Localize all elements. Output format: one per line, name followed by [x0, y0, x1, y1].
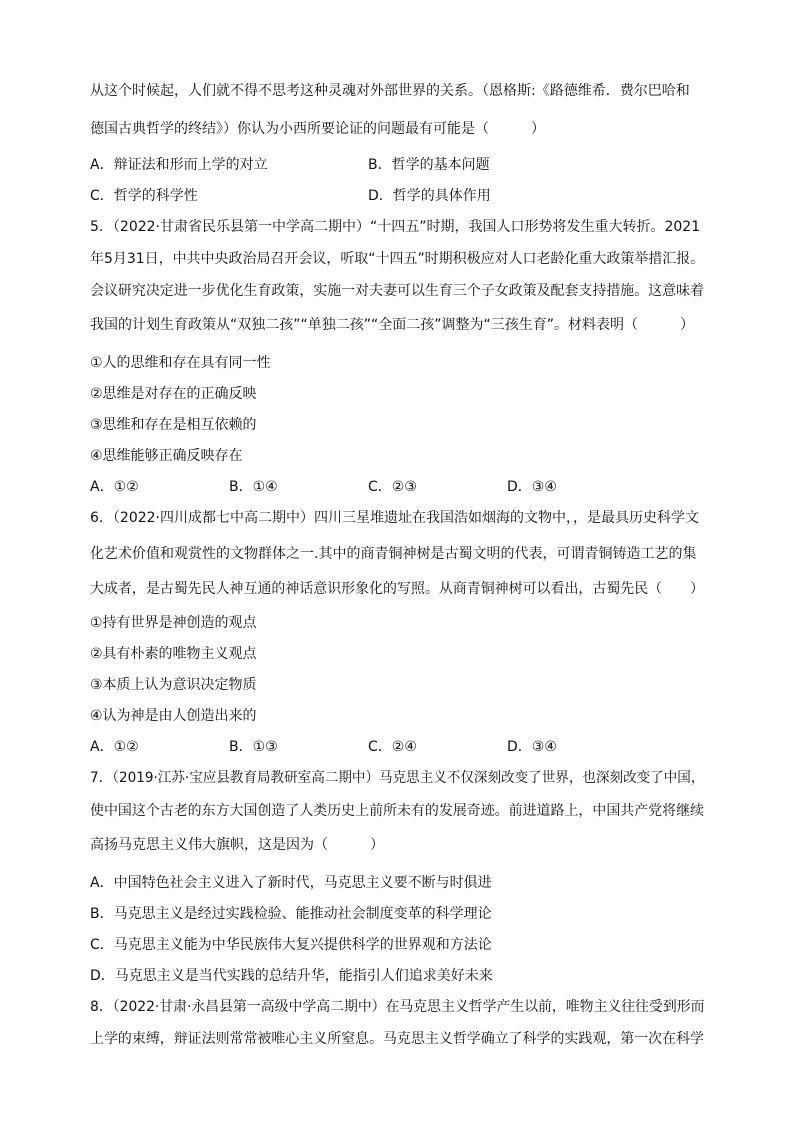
option-b: B．哲学的基本问题: [368, 157, 490, 173]
question-text-line: 年5月31日，中共中央政治局召开会议，听取“十四五”时期积极应对人口老龄化重大政策举措汇报。: [90, 251, 705, 267]
option-d: D．马克思主义是当代实践的总结升华，能指引人们追求美好未来: [90, 968, 493, 984]
question-text-line: 大成者，是古蜀先民人神互通的神话意识形象化的写照。从商青铜神树可以看出，古蜀先民（ ）: [90, 581, 704, 597]
question-text-line: 会议研究决定进一步优化生育政策，实施一对夫妻可以生育三个子女政策及配套支持措施。这意味着: [90, 283, 704, 299]
option-c: C．②④: [368, 739, 417, 755]
question-7-stem: 7．（2019·江苏·宝应县教育局教研室高二期中）马克思主义不仅深刻改变了世界，也深刻改变了中国，: [90, 770, 705, 786]
question-text-line: 使中国这个古老的东方大国创造了人类历史上前所未有的发展奇迹。前进道路上，中国共产党将继续: [90, 803, 704, 819]
statement-1: ①人的思维和存在具有同一性: [90, 355, 271, 371]
option-b: B．马克思主义是经过实践检验、能推动社会制度变革的科学理论: [90, 906, 492, 922]
statement-3: ③本质上认为意识决定物质: [90, 677, 257, 693]
question-text-line: 从这个时候起，人们就不得不思考这种灵魂对外部世界的关系。（恩格斯:《路德维希．费尔巴哈和: [90, 83, 690, 99]
option-a: A．辩证法和形而上学的对立: [90, 157, 268, 173]
question-6-stem: 6．（2022·四川成都七中高二期中）四川三星堆遗址在我国浩如烟海的文物中，，是最具历史科学文: [90, 510, 699, 526]
question-text-line: 德国古典哲学的终结》）你认为小西所要论证的问题最有可能是（ ）: [90, 121, 545, 137]
question-5-stem: 5．（2022·甘肃省民乐县第一中学高二期中）“十四五”时期，我国人口形势将发生重大转折。2021: [90, 219, 701, 235]
statement-2: ②思维是对存在的正确反映: [90, 386, 257, 402]
option-c: C．②③: [368, 479, 417, 495]
option-d: D．③④: [507, 739, 557, 755]
option-a: A．中国特色社会主义进入了新时代，马克思主义要不断与时俱进: [90, 875, 492, 891]
option-c: C．哲学的科学性: [90, 188, 198, 204]
option-a: A．①②: [90, 739, 139, 755]
option-d: D．③④: [507, 479, 557, 495]
question-text-line: 我国的计划生育政策从“双独二孩”“单独二孩”“全面二孩”调整为“三孩生育”。材料表明（ ）: [90, 317, 695, 333]
question-text-line: 高扬马克思主义伟大旗帜，这是因为（ ）: [90, 837, 384, 853]
question-8-stem: 8．（2022·甘肃·永昌县第一高级中学高二期中）在马克思主义哲学产生以前，唯物主义往往受到形而: [90, 999, 705, 1015]
option-b: B．①④: [229, 479, 278, 495]
question-text-line: 上学的束缚，辩证法则常常被唯心主义所窒息。马克思主义哲学确立了科学的实践观，第一次在科学: [90, 1031, 704, 1047]
question-text-line: 化艺术价值和观赏性的文物群体之一.其中的商青铜神树是古蜀文明的代表，可谓青铜铸造工艺的集: [90, 546, 697, 562]
option-c: C．马克思主义能为中华民族伟大复兴提供科学的世界观和方法论: [90, 937, 492, 953]
statement-2: ②具有朴素的唯物主义观点: [90, 646, 257, 662]
statement-4: ④思维能够正确反映存在: [90, 448, 243, 464]
statement-4: ④认为神是由人创造出来的: [90, 708, 257, 724]
statement-3: ③思维和存在是相互依赖的: [90, 417, 257, 433]
option-d: D．哲学的具体作用: [368, 188, 491, 204]
option-b: B．①③: [229, 739, 278, 755]
statement-1: ①持有世界是神创造的观点: [90, 615, 257, 631]
option-a: A．①②: [90, 479, 139, 495]
